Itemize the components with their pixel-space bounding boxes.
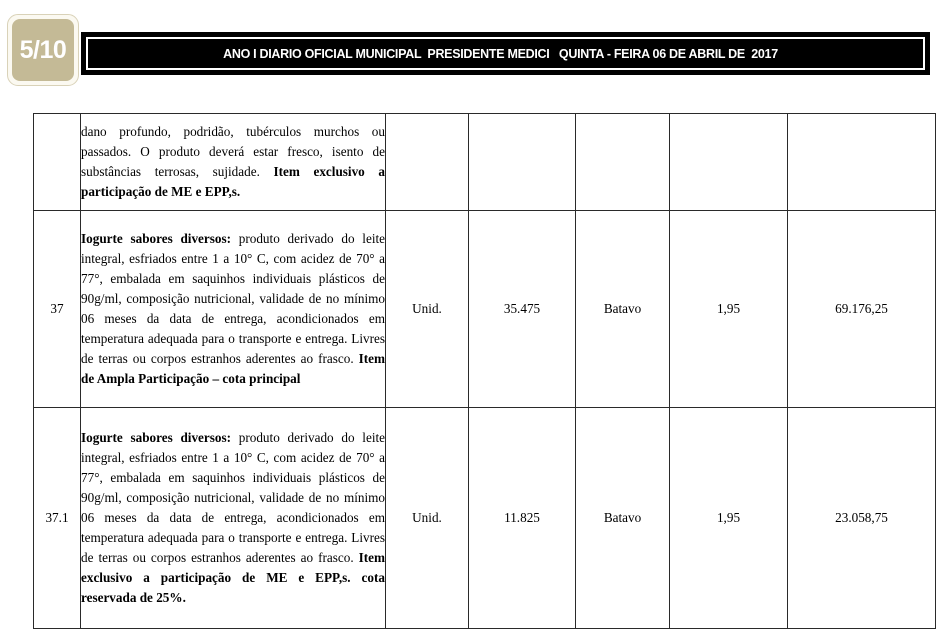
page-number: 5/10 bbox=[12, 19, 74, 81]
description-cell bbox=[81, 408, 386, 629]
total-cell: 23.058,75 bbox=[788, 408, 936, 629]
description-note: Item exclusivo a participação de ME e EPP,s. cota reservada de 25%. bbox=[81, 550, 385, 605]
unit-price-cell: 1,95 bbox=[670, 211, 788, 408]
item-number-cell: 37.1 bbox=[34, 408, 81, 629]
gazette-header-inner bbox=[86, 37, 925, 70]
items-table bbox=[33, 113, 936, 629]
gazette-title: ANO I DIARIO OFICIAL MUNICIPAL PRESIDENTE MEDICI QUINTA - FEIRA 06 DE ABRIL DE 2017 bbox=[223, 46, 778, 61]
description-text: produto derivado do leite integral, esfriados entre 1 a 10° C, com acidez de 70° a 77°, embalada em saquinhos individuais plásticos de 90g/ml, composição nutricional, validade de no mínimo 06 meses da data de entrega, acondicionados em temperatura adequada para o transporte e entrega. Livres de terras ou corpos estranhos aderentes ao frasco. bbox=[81, 231, 386, 366]
quantity-cell bbox=[469, 114, 576, 211]
table-row bbox=[34, 408, 936, 629]
description-note: Item exclusivo a participação de ME e EPP,s. bbox=[81, 164, 385, 199]
total-cell bbox=[788, 114, 936, 211]
item-number-cell: 37 bbox=[34, 211, 81, 408]
brand-cell bbox=[576, 114, 670, 211]
total-cell: 69.176,25 bbox=[788, 211, 936, 408]
description-cell bbox=[81, 114, 386, 211]
quantity-cell: 11.825 bbox=[469, 408, 576, 629]
item-number-cell bbox=[34, 114, 81, 211]
table-row bbox=[34, 211, 936, 408]
unit-price-cell: 1,95 bbox=[670, 408, 788, 629]
unit-cell bbox=[386, 114, 469, 211]
page-badge bbox=[7, 14, 79, 86]
table-row bbox=[34, 114, 936, 211]
description-text: dano profundo, podridão, tubérculos murchos ou passados. O produto deverá estar fresco, isento de substâncias terrosas, sujidade. bbox=[81, 124, 385, 179]
description-cell bbox=[81, 211, 386, 408]
product-name: Iogurte sabores diversos: bbox=[81, 231, 232, 246]
description-text: produto derivado do leite integral, esfriados entre 1 a 10° C, com acidez de 70° a 77°, embalada em saquinhos individuais plásticos de 90g/ml, composição nutricional, validade de no mínimo 06 meses da data de entrega, acondicionados em temperatura adequada para o transporte e entrega. Livres de terras ou corpos estranhos aderentes ao frasco. bbox=[81, 430, 386, 565]
description-note: Item de Ampla Participação – cota principal bbox=[81, 351, 385, 386]
unit-cell: Unid. bbox=[386, 408, 469, 629]
brand-cell: Batavo bbox=[576, 211, 670, 408]
gazette-header bbox=[81, 32, 930, 75]
product-name: Iogurte sabores diversos: bbox=[81, 430, 232, 445]
unit-price-cell bbox=[670, 114, 788, 211]
quantity-cell: 35.475 bbox=[469, 211, 576, 408]
brand-cell: Batavo bbox=[576, 408, 670, 629]
unit-cell: Unid. bbox=[386, 211, 469, 408]
